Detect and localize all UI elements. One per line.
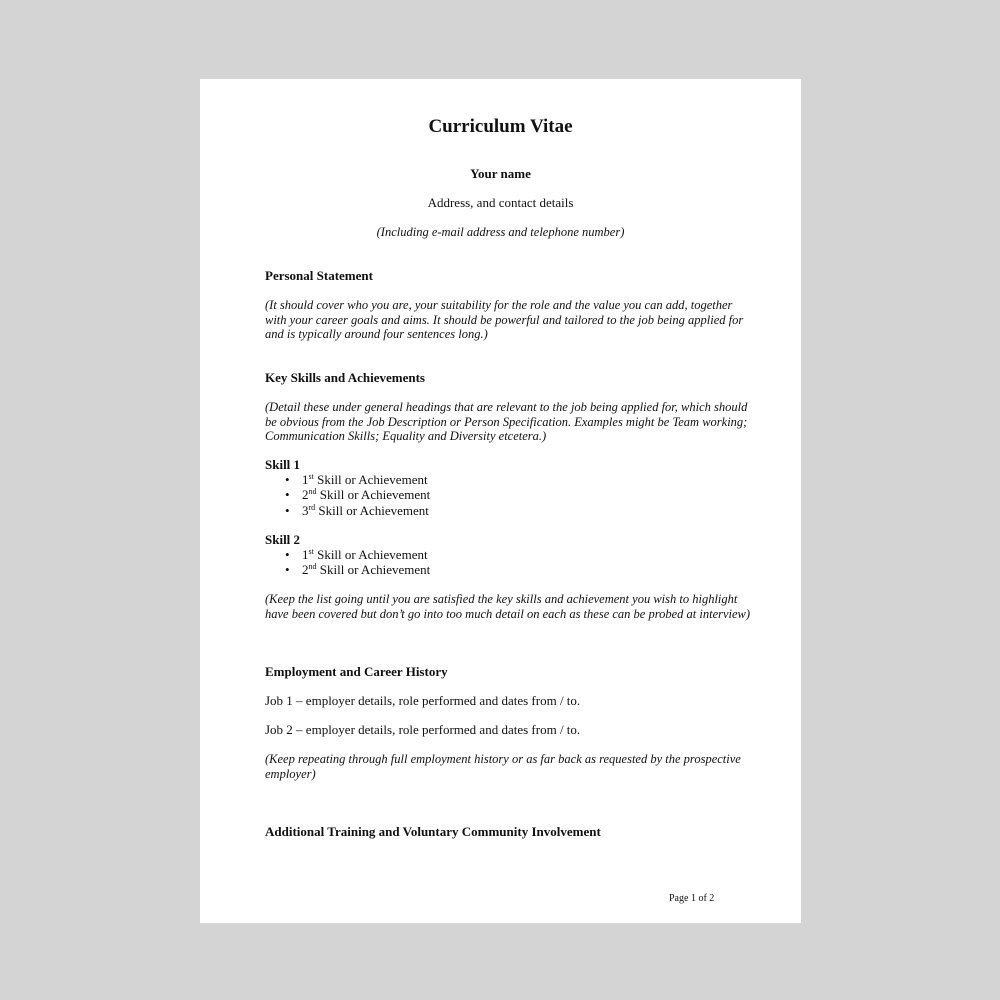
personal-statement-heading: Personal Statement — [265, 268, 373, 283]
bullet-icon: • — [285, 562, 290, 577]
list-item: 2nd Skill or Achievement — [302, 487, 431, 502]
employment-note: (Keep repeating through full employment history or as far back as requested by the prospective employer) — [265, 752, 741, 781]
list-item: 1st Skill or Achievement — [302, 472, 428, 487]
document-page — [200, 79, 801, 923]
key-skills-note: (Detail these under general headings that are relevant to the job being applied for, which should be obvious from the Job Description or Person Specification. Examples might be Team working; Communication Skills; Equality and Diversity etcetera.) — [265, 400, 748, 444]
contact-note: (Including e-mail address and telephone number) — [376, 225, 625, 239]
page-number: Page 1 of 2 — [669, 893, 715, 904]
contact-details: Address, and contact details — [427, 195, 574, 210]
list-item: 2nd Skill or Achievement — [302, 562, 431, 577]
skills-closing-note: (Keep the list going until you are satisfied the key skills and achievement you wish to highlight have been covered but don’t go into too much detail on each as these can be probed at interview) — [265, 592, 751, 621]
bullet-icon: • — [285, 472, 290, 487]
skill-group-title: Skill 2 — [265, 532, 301, 547]
job-entry: Job 1 – employer details, role performed and dates from / to. — [265, 693, 581, 708]
skill-group-title: Skill 1 — [265, 457, 301, 472]
bullet-icon: • — [285, 487, 290, 502]
bullet-icon: • — [285, 503, 290, 518]
personal-statement-note: (It should cover who you are, your suitability for the role and the value you can add, together with your career goals and aims. It should be powerful and tailored to the job being applied for and is typically around four sentences long.) — [265, 298, 744, 342]
employment-heading: Employment and Career History — [265, 664, 448, 679]
candidate-name: Your name — [470, 166, 531, 181]
key-skills-heading: Key Skills and Achievements — [265, 370, 425, 385]
list-item: 1st Skill or Achievement — [302, 547, 428, 562]
list-item: 3rd Skill or Achievement — [302, 503, 429, 518]
additional-training-heading: Additional Training and Voluntary Community Involvement — [265, 824, 601, 839]
job-entry: Job 2 – employer details, role performed and dates from / to. — [265, 722, 581, 737]
bullet-icon: • — [285, 547, 290, 562]
document-title: Curriculum Vitae — [428, 116, 573, 137]
